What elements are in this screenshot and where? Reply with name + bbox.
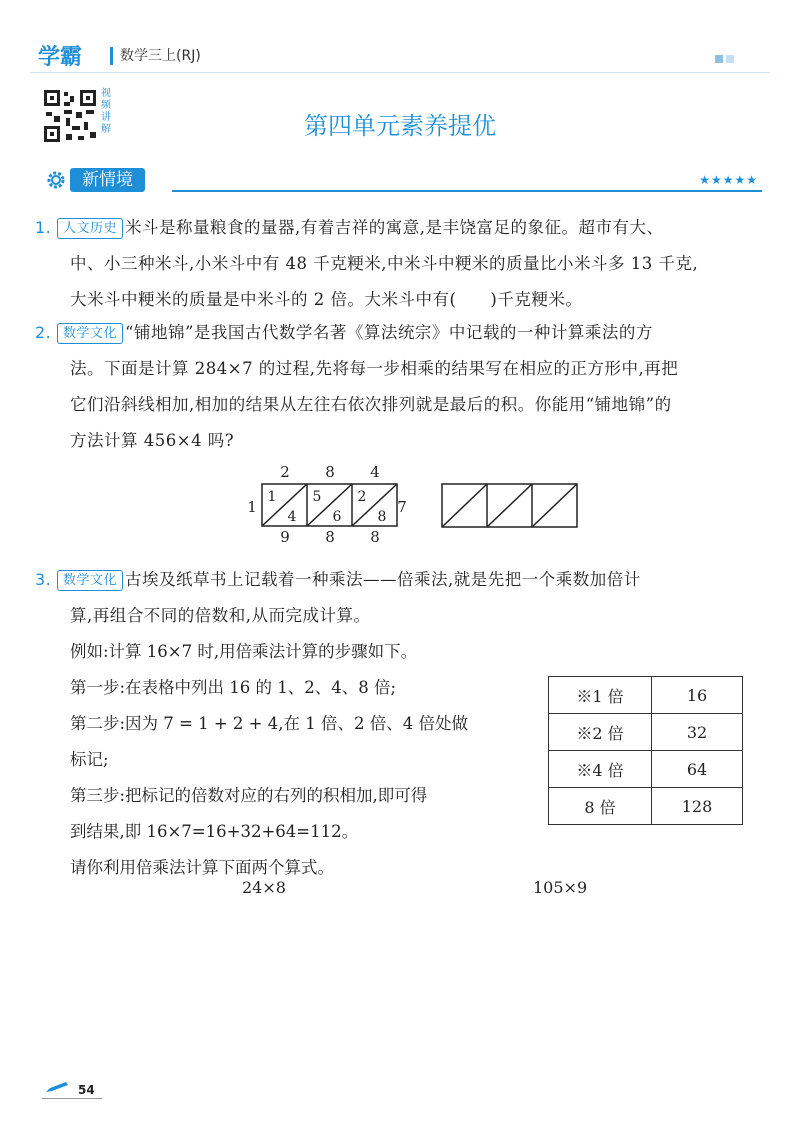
footer-divider [42,1098,102,1099]
calc-expression-1: 24×8 [242,878,286,897]
table-row [549,714,743,751]
cell-ones: 8 [377,509,387,525]
section-label: 新情境 [70,168,145,192]
section-underline [172,190,762,192]
problem-badge: 人文历史 [57,218,123,239]
pencil-icon [44,1080,74,1094]
page-marker-light [726,55,734,63]
section-header [32,168,762,194]
table-row [549,751,743,788]
problem-number: 3. [35,570,52,589]
problem-text: 古埃及纸草书上记载着一种乘法——倍乘法,就是先把一个乘数加倍计 [125,570,641,589]
problem-badge: 数学文化 [57,570,123,591]
cell-tens: 5 [312,489,322,505]
problem-text: 算,再组合不同的倍数和,从而完成计算。 [70,606,371,625]
top-digit: 8 [325,463,335,481]
multiple-label: 8 倍 [549,788,652,825]
blank-answer-grid[interactable] [440,482,580,530]
problem-number: 2. [35,323,52,342]
cell-ones: 6 [332,509,342,525]
problem-text: 它们沿斜线相加,相加的结果从左往右依次排列就是最后的积。你能用“铺地锦”的 [70,395,672,414]
cell-ones: 4 [287,509,297,525]
example-block [70,634,530,886]
top-digit: 2 [280,463,290,481]
cell-tens: 2 [357,489,367,505]
table-row [549,677,743,714]
table-row [549,788,743,825]
step-text: 标记; [70,750,109,769]
bottom-digit: 8 [325,528,335,546]
gear-icon [46,170,66,190]
book-title: 数学三上(RJ) [120,48,201,64]
page-number: 54 [78,1083,95,1097]
step-text: 第三步:把标记的倍数对应的右列的积相加,即可得 [70,786,428,805]
multiple-value: 32 [652,714,743,751]
problem-3 [35,562,765,634]
multiple-label: ※2 倍 [549,714,652,751]
multiple-value: 64 [652,751,743,788]
problem-text: “铺地锦”是我国古代数学名著《算法统宗》中记载的一种计算乘法的方 [125,323,653,342]
bottom-digit: 8 [370,528,380,546]
problem-1 [35,210,765,318]
multiple-label: ※1 倍 [549,677,652,714]
header-divider [30,72,770,73]
cell-tens: 1 [267,489,277,505]
lattice-example-diagram [240,460,420,550]
problem-2-line-1 [35,315,765,351]
problem-text: 米斗是称量粮食的量器,有着吉祥的寓意,是丰饶富足的象征。超市有大、 [125,218,664,237]
step-text: 到结果,即 16×7=16+32+64=112。 [70,822,359,841]
page-marker [715,55,723,63]
qr-label: 视频讲解 [101,88,111,135]
problem-text: 方法计算 456×4 吗? [70,431,235,450]
doubling-table [548,676,743,825]
problem-3-line-1 [35,562,765,598]
problem-number: 1. [35,218,52,237]
page-title: 第四单元素养提优 [304,112,496,140]
example-intro: 例如:计算 16×7 时,用倍乘法计算的步骤如下。 [70,642,418,661]
multiple-value: 128 [652,788,743,825]
header-separator [110,47,113,65]
problem-text: 大米斗中粳米的质量是中米斗的 2 倍。大米斗中有( )千克粳米。 [70,290,583,309]
step-text: 第一步:在表格中列出 16 的 1、2、4、8 倍; [70,678,397,697]
calc-expression-2: 105×9 [533,878,588,897]
multiple-label: ※4 倍 [549,751,652,788]
problem-text: 中、小三种米斗,小米斗中有 48 千克粳米,中米斗中粳米的质量比小米斗多 13 千克, [70,254,699,273]
left-digit: 1 [247,498,257,516]
bottom-digit: 9 [280,528,290,546]
step-text: 第二步:因为 7 = 1 + 2 + 4,在 1 倍、2 倍、4 倍处做 [70,714,468,733]
task-prompt: 请你利用倍乘法计算下面两个算式。 [70,858,334,877]
problem-text: 法。下面是计算 284×7 的过程,先将每一步相乘的结果写在相应的正方形中,再把 [70,359,679,378]
problem-badge: 数学文化 [57,323,123,344]
problem-1-line-1 [35,210,765,246]
top-digit: 4 [370,463,380,481]
difficulty-stars: ★★★★★ [699,173,758,187]
multiple-value: 16 [652,677,743,714]
problem-2 [35,315,765,459]
right-digit: 7 [397,498,407,516]
brand-logo: 学霸 [38,45,83,70]
